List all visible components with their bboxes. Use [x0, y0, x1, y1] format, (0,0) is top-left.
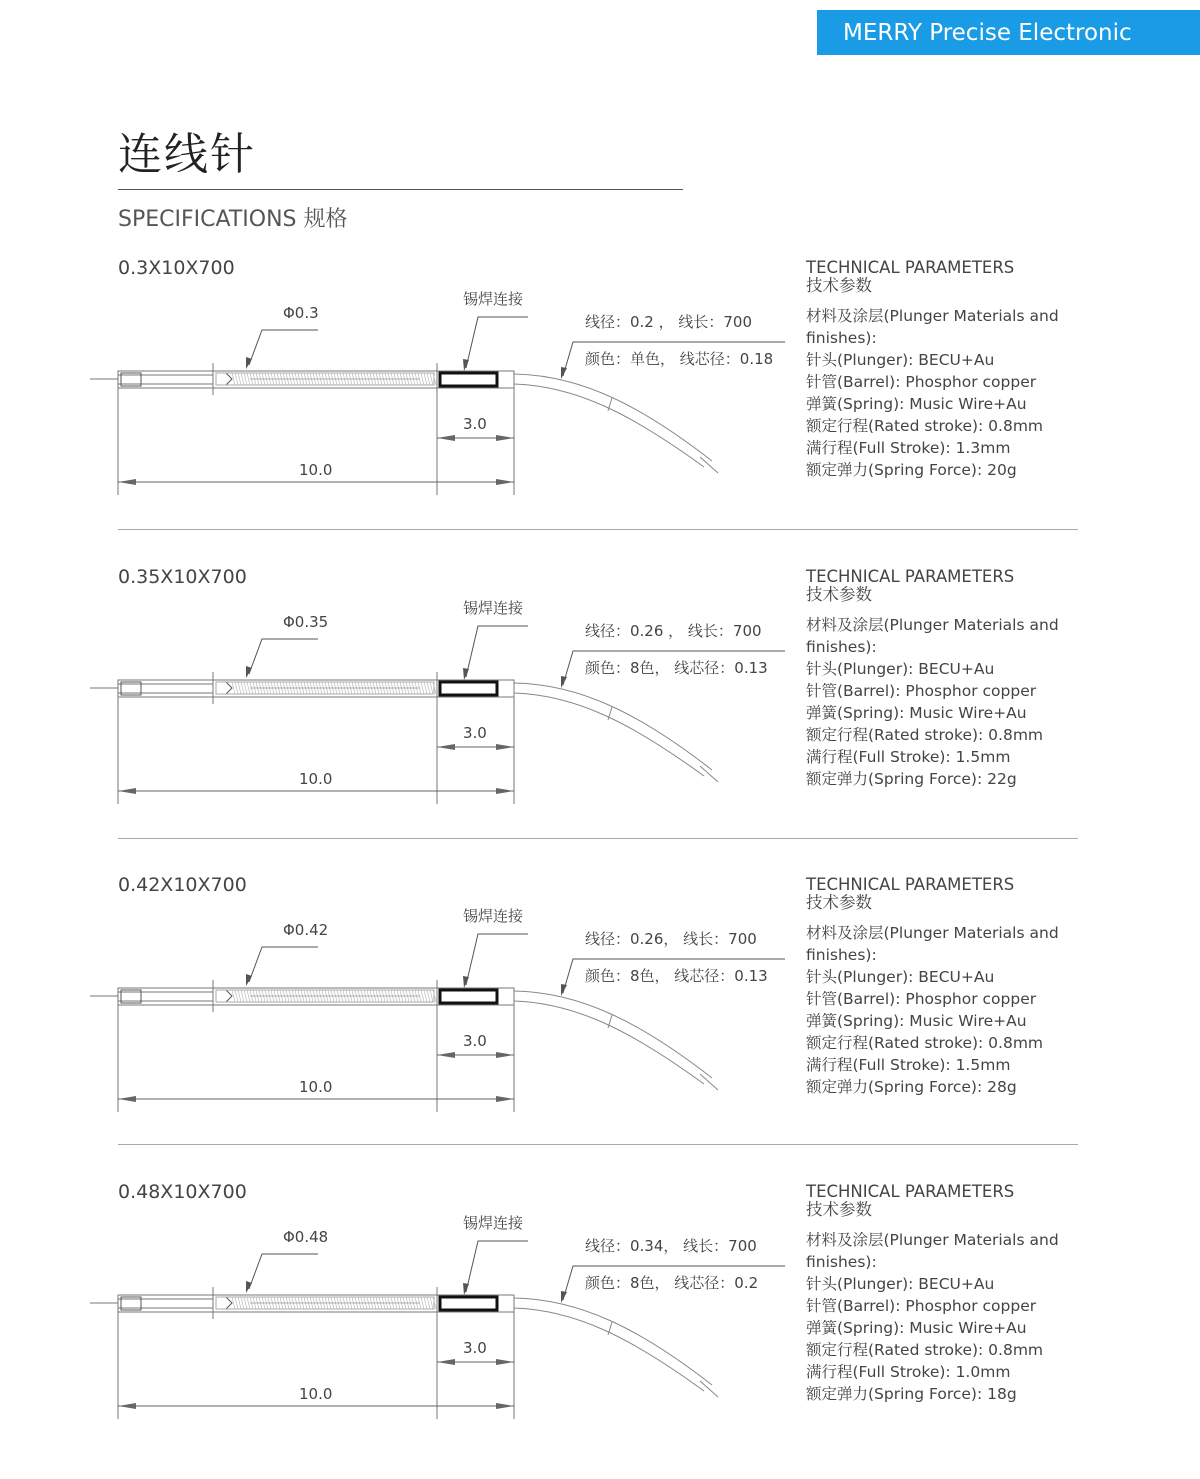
tech-params-list: [806, 305, 1076, 481]
spec-title: 0.48X10X700: [118, 1181, 247, 1203]
tech-heading-en: TECHNICAL PARAMETERS: [806, 1182, 1015, 1201]
param-item: 材料及涂层(Plunger Materials and finishes):: [806, 1231, 1059, 1271]
param-item: 针管(Barrel): Phosphor copper: [806, 1297, 1037, 1315]
param-item: 弹簧(Spring): Music Wire+Au: [806, 1012, 1027, 1030]
wire-spec-line1: 线径：0.34， 线长：700: [585, 1237, 757, 1255]
param-item: 弹簧(Spring): Music Wire+Au: [806, 704, 1027, 722]
param-item: 满行程(Full Stroke): 1.5mm: [806, 748, 1011, 766]
tech-heading-cn: 技术参数: [806, 585, 872, 604]
param-item: 额定弹力(Spring Force): 20g: [806, 461, 1017, 479]
spec-section: [0, 564, 1200, 864]
wire-spec-line2: 颜色：8色， 线芯径：0.2: [585, 1274, 759, 1292]
param-item: 额定弹力(Spring Force): 18g: [806, 1385, 1017, 1403]
param-item: 材料及涂层(Plunger Materials and finishes):: [806, 924, 1059, 964]
spec-title: 0.35X10X700: [118, 566, 247, 588]
dimension-short: 3.0: [463, 1339, 487, 1357]
tech-heading-en: TECHNICAL PARAMETERS: [806, 875, 1015, 894]
param-item: 额定行程(Rated stroke): 0.8mm: [806, 417, 1044, 435]
spec-title: 0.3X10X700: [118, 257, 235, 279]
tech-params-list: [806, 614, 1076, 790]
param-item: 针管(Barrel): Phosphor copper: [806, 682, 1037, 700]
diameter-label: Φ0.35: [283, 613, 329, 631]
dimension-total: 10.0: [299, 770, 333, 788]
brand-banner: MERRY Precise Electronic: [817, 10, 1200, 55]
dimension-total: 10.0: [299, 1385, 333, 1403]
tech-heading-en: TECHNICAL PARAMETERS: [806, 258, 1015, 277]
solder-label: 锡焊连接: [463, 1214, 524, 1232]
spec-section: [0, 255, 1200, 555]
wire-spec-line2: 颜色：单色， 线芯径：0.18: [585, 350, 774, 368]
tech-params-heading: [806, 259, 1014, 295]
dimension-total: 10.0: [299, 461, 333, 479]
param-item: 额定弹力(Spring Force): 22g: [806, 770, 1017, 788]
section-divider: [118, 529, 1078, 530]
tech-params-heading: [806, 876, 1014, 912]
solder-label: 锡焊连接: [463, 907, 524, 925]
param-item: 弹簧(Spring): Music Wire+Au: [806, 395, 1027, 413]
dimension-short: 3.0: [463, 415, 487, 433]
solder-joint: [440, 682, 497, 695]
solder-joint: [440, 1297, 497, 1310]
tech-params-heading: [806, 568, 1014, 604]
param-item: 材料及涂层(Plunger Materials and finishes):: [806, 616, 1059, 656]
tech-heading-en: TECHNICAL PARAMETERS: [806, 567, 1015, 586]
solder-label: 锡焊连接: [463, 599, 524, 617]
spec-section: [0, 1179, 1200, 1479]
tech-params-list: [806, 922, 1076, 1098]
tech-params-heading: [806, 1183, 1014, 1219]
title-divider: [118, 189, 683, 190]
param-item: 满行程(Full Stroke): 1.5mm: [806, 1056, 1011, 1074]
param-item: 满行程(Full Stroke): 1.0mm: [806, 1363, 1011, 1381]
param-item: 针头(Plunger): BECU+Au: [806, 351, 995, 369]
solder-label: 锡焊连接: [463, 290, 524, 308]
section-divider: [118, 838, 1078, 839]
param-item: 额定行程(Rated stroke): 0.8mm: [806, 1341, 1044, 1359]
param-item: 额定行程(Rated stroke): 0.8mm: [806, 726, 1044, 744]
wire-spec-line1: 线径：0.26， 线长：700: [585, 930, 757, 948]
wire: [514, 991, 718, 1090]
param-item: 针管(Barrel): Phosphor copper: [806, 373, 1037, 391]
solder-joint: [440, 373, 497, 386]
tech-heading-cn: 技术参数: [806, 1200, 872, 1219]
wire: [514, 374, 718, 473]
specifications-heading: SPECIFICATIONS 规格: [118, 207, 348, 232]
param-item: 针头(Plunger): BECU+Au: [806, 660, 995, 678]
param-item: 额定弹力(Spring Force): 28g: [806, 1078, 1017, 1096]
wire: [514, 1298, 718, 1397]
param-item: 弹簧(Spring): Music Wire+Au: [806, 1319, 1027, 1337]
param-item: 针管(Barrel): Phosphor copper: [806, 990, 1037, 1008]
param-item: 满行程(Full Stroke): 1.3mm: [806, 439, 1011, 457]
param-item: 额定行程(Rated stroke): 0.8mm: [806, 1034, 1044, 1052]
diameter-label: Φ0.3: [283, 304, 319, 322]
wire-spec-line1: 线径：0.26 ， 线长：700: [585, 622, 762, 640]
param-item: 针头(Plunger): BECU+Au: [806, 1275, 995, 1293]
page-title: 连线针: [118, 129, 256, 180]
tech-heading-cn: 技术参数: [806, 893, 872, 912]
wire: [514, 683, 718, 782]
diameter-label: Φ0.42: [283, 921, 329, 939]
param-item: 针头(Plunger): BECU+Au: [806, 968, 995, 986]
spec-title: 0.42X10X700: [118, 874, 247, 896]
dimension-short: 3.0: [463, 1032, 487, 1050]
dimension-total: 10.0: [299, 1078, 333, 1096]
wire-spec-line2: 颜色：8色， 线芯径：0.13: [585, 659, 768, 677]
wire-spec-line2: 颜色：8色， 线芯径：0.13: [585, 967, 768, 985]
wire-spec-line1: 线径：0.2 ， 线长：700: [585, 313, 753, 331]
diameter-label: Φ0.48: [283, 1228, 329, 1246]
tech-heading-cn: 技术参数: [806, 276, 872, 295]
solder-joint: [440, 990, 497, 1003]
tech-params-list: [806, 1229, 1076, 1405]
param-item: 材料及涂层(Plunger Materials and finishes):: [806, 307, 1059, 347]
dimension-short: 3.0: [463, 724, 487, 742]
section-divider: [118, 1144, 1078, 1145]
spec-section: [0, 872, 1200, 1172]
